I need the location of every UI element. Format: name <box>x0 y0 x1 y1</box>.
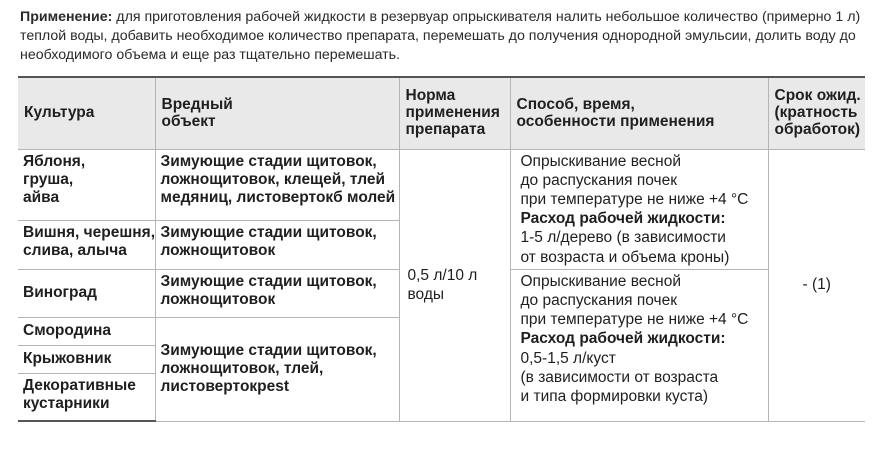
application-text: для приготовления рабочей жидкости в резервуар опрыскивателя налить небольшое количество (примерно 1 л) теплой воды, добавить необходимое количество препарата, перемешать до получения однородной эмульсии, долить воду до необходимого объема и еще раз тщательно перемешать. <box>20 9 861 63</box>
consumption-label: Расход рабочей жидкости: <box>520 330 726 348</box>
method-line: до распускания почек <box>520 171 677 189</box>
usage-table <box>18 76 865 422</box>
header-norm-line: применения <box>405 104 500 122</box>
header-method-line: Способ, время, <box>516 95 635 113</box>
header-norm-line: Норма <box>405 87 456 105</box>
culture-line: айва <box>23 188 60 206</box>
culture-line: кустарники <box>23 394 110 412</box>
method-line: до распускания почек <box>520 291 677 309</box>
culture-cell <box>18 269 155 317</box>
header-term-line: обработок) <box>774 121 861 139</box>
pest-line: ложнощитовок <box>160 290 276 308</box>
pest-cell <box>155 317 399 421</box>
culture-line: Яблоня, <box>23 152 86 170</box>
culture-cell <box>18 345 155 373</box>
application-paragraph <box>20 8 885 65</box>
culture-line: Смородина <box>23 322 112 340</box>
method-line: Опрыскивание весной <box>520 152 681 170</box>
norm-line: 0,5 л/10 л <box>407 267 478 285</box>
header-norm <box>399 77 510 149</box>
pest-line: ложнощитовок, тлей, <box>160 360 324 378</box>
consumption-line: 0,5-1,5 л/куст <box>520 349 616 367</box>
culture-line: Декоративные <box>23 376 136 394</box>
header-pest <box>155 77 399 149</box>
pest-line: Зимующие стадии щитовок, <box>160 272 377 290</box>
header-row <box>18 77 865 149</box>
norm-cell <box>399 149 510 421</box>
method-cell-shrubs <box>510 269 768 421</box>
table-row <box>18 149 865 220</box>
header-norm-line: препарата <box>405 121 486 139</box>
culture-cell <box>18 317 155 345</box>
consumption-line: 1-5 л/дерево (в зависимости <box>520 229 726 247</box>
consumption-label: Расход рабочей жидкости: <box>520 210 726 228</box>
consumption-line: от возраста и объема кроны) <box>520 248 730 266</box>
culture-line: Виноград <box>23 284 97 302</box>
pest-line: листовертокpest <box>160 378 290 396</box>
pest-line: Зимующие стадии щитовок, <box>160 223 377 241</box>
pest-line: Зимующие стадии щитовок, <box>160 342 377 360</box>
header-method <box>510 77 768 149</box>
pest-line: ложнощитовок <box>160 241 276 259</box>
pest-line: Зимующие стадии щитовок, <box>160 152 377 170</box>
header-pest-line: объект <box>161 112 216 130</box>
header-term <box>768 77 865 149</box>
pest-cell <box>155 220 399 269</box>
culture-line: Крыжовник <box>23 350 112 368</box>
header-pest-line: Вредный <box>161 95 233 113</box>
pest-cell <box>155 149 399 220</box>
method-line: Опрыскивание весной <box>520 272 681 290</box>
application-label: Применение: <box>20 9 113 25</box>
culture-cell <box>18 220 155 269</box>
consumption-line: (в зависимости от возраста <box>520 368 719 386</box>
header-term-line: (кратность <box>774 104 858 122</box>
pest-line: медяниц, листовертокб молей <box>160 188 396 206</box>
norm-line: воды <box>407 286 445 304</box>
header-method-line: особенности применения <box>516 112 715 130</box>
consumption-line: и типа формировки куста) <box>520 387 709 405</box>
method-line: при температуре не ниже +4 °С <box>520 311 749 329</box>
header-term-line: Срок ожид. <box>774 87 861 105</box>
culture-line: груша, <box>23 170 74 188</box>
method-cell-trees <box>510 149 768 269</box>
header-culture-line: Культура <box>24 104 95 122</box>
culture-cell <box>18 149 155 220</box>
header-culture <box>18 77 155 149</box>
culture-line: Вишня, черешня, <box>23 223 155 241</box>
culture-line: слива, алыча <box>23 241 127 259</box>
pest-cell <box>155 269 399 317</box>
pest-line: ложнощитовок, клещей, тлей <box>160 170 386 188</box>
method-line: при температуре не ниже +4 °С <box>520 190 749 208</box>
term-cell: - (1) <box>768 149 865 421</box>
culture-cell <box>18 373 155 421</box>
